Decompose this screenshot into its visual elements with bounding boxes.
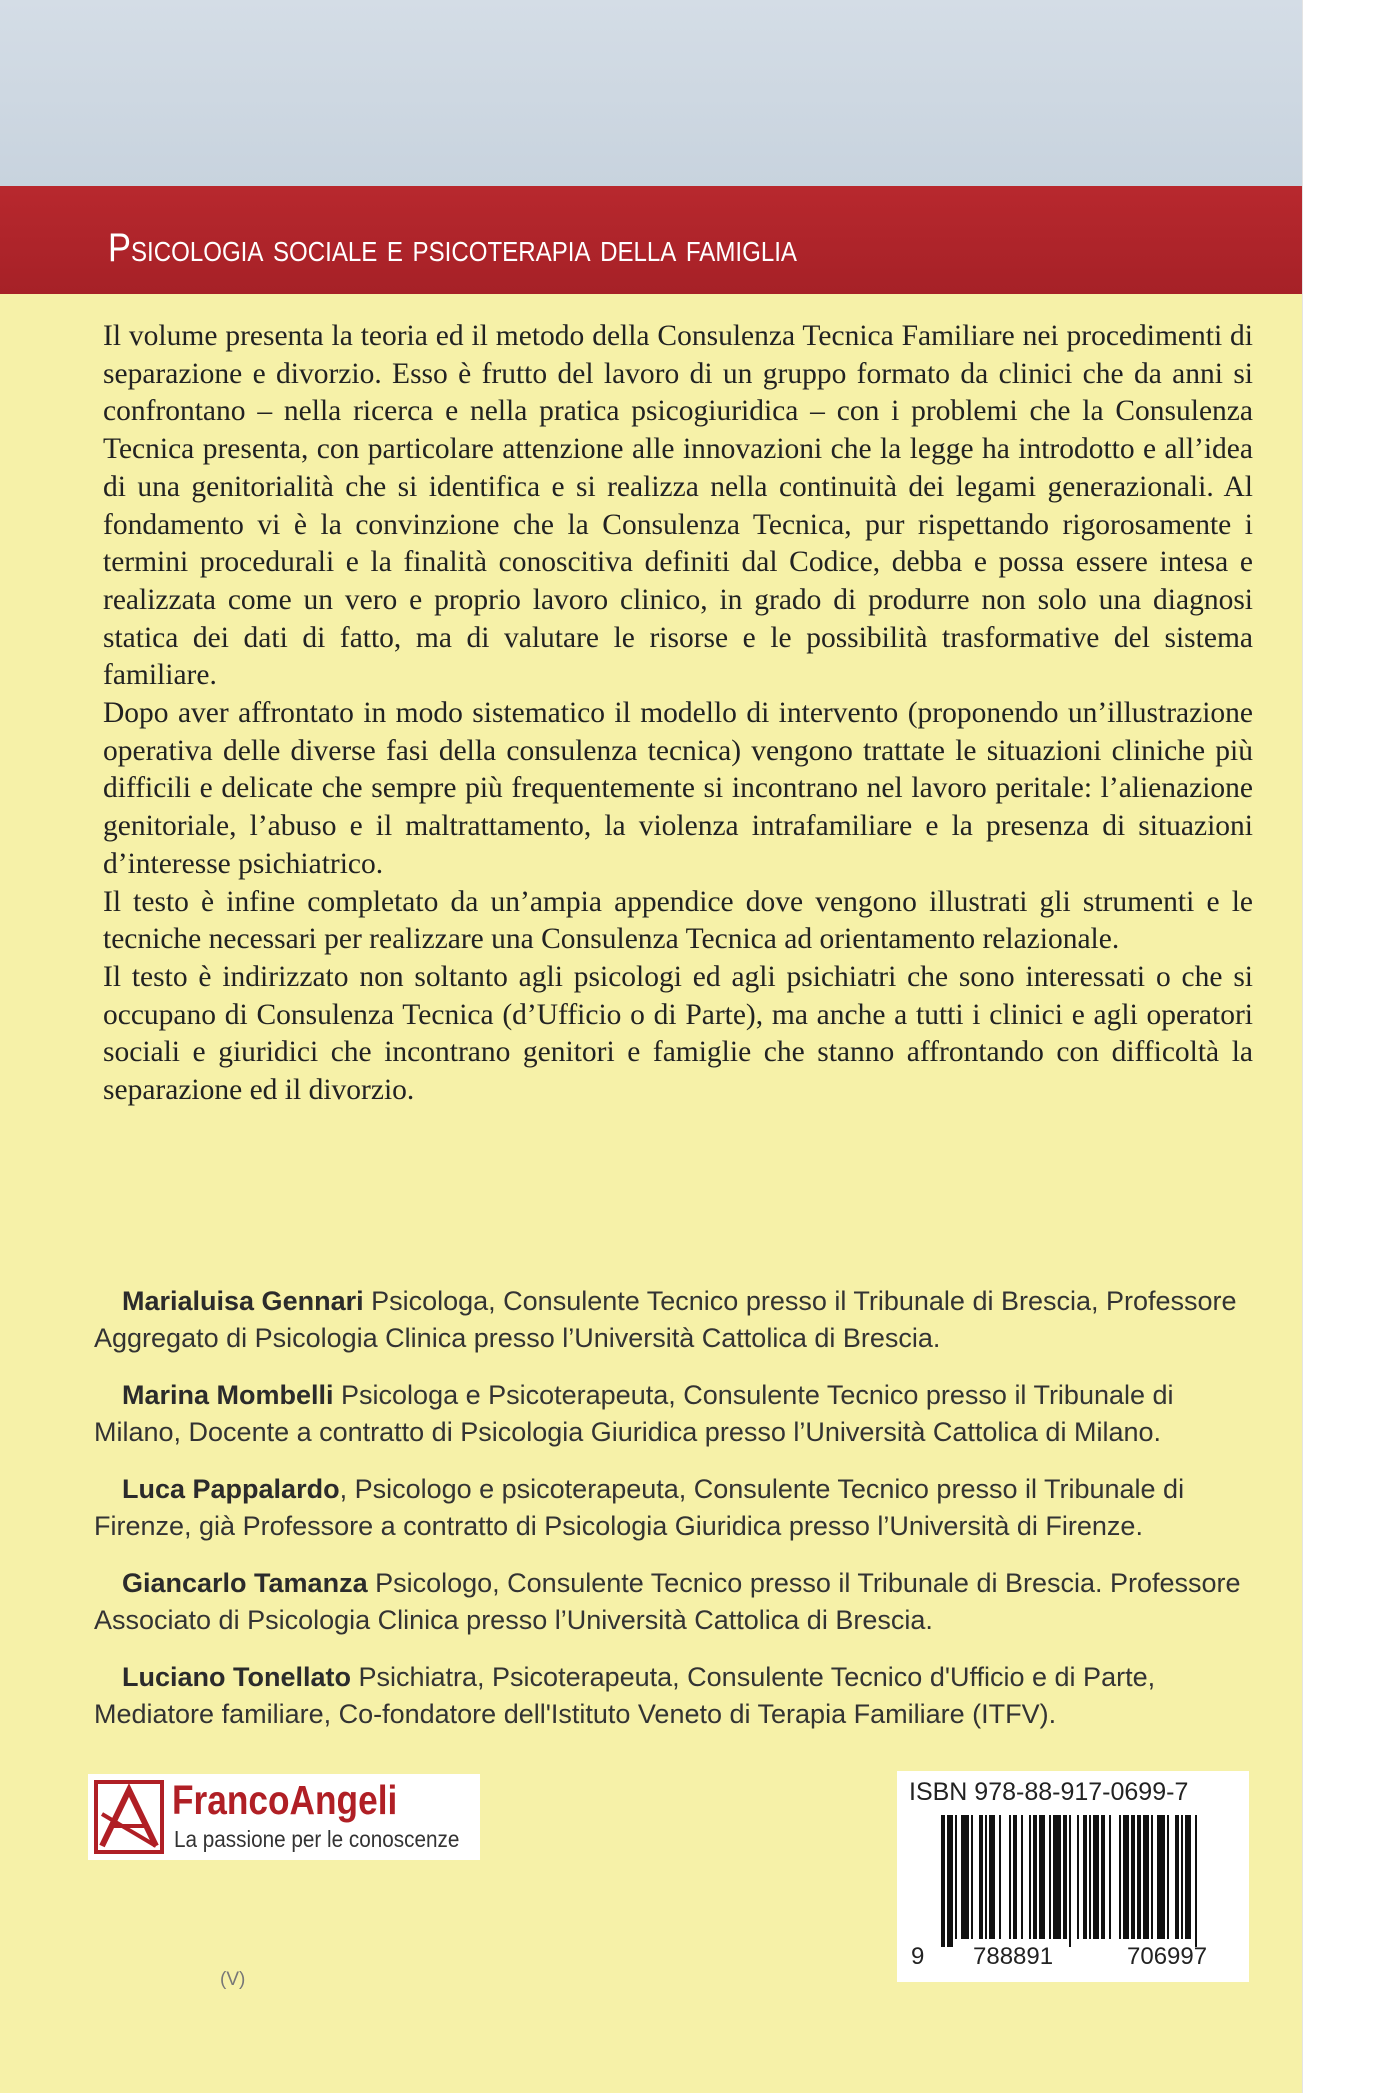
barcode-bar xyxy=(1083,1815,1087,1939)
barcode-bar xyxy=(961,1815,969,1939)
barcode-bar xyxy=(1049,1815,1051,1939)
description-paragraph: Il testo è infine completato da un’ampia appendice dove vengono illustrati gli strumenti e le tecniche necessari per realizzare una Consulenza Tecnica ad orientamento relazionale. xyxy=(103,885,1253,956)
author-name: Giancarlo Tamanza xyxy=(122,1568,368,1598)
barcode-right-digits: 706997 xyxy=(1127,1943,1208,1970)
barcode-bar xyxy=(999,1815,1001,1939)
barcode-bar xyxy=(1175,1815,1179,1939)
barcode-bar xyxy=(1119,1815,1121,1939)
author-list xyxy=(94,1283,1254,1753)
barcode-bars xyxy=(897,1811,1249,1951)
isbn-barcode xyxy=(897,1771,1249,1982)
barcode-bar xyxy=(955,1815,957,1939)
barcode-bar xyxy=(979,1815,983,1939)
barcode-bar xyxy=(1089,1815,1091,1939)
barcode-bar xyxy=(1131,1815,1135,1939)
barcode-bar xyxy=(1029,1815,1031,1939)
barcode-bar xyxy=(1093,1815,1099,1939)
barcode-bar xyxy=(1109,1815,1111,1939)
author-entry xyxy=(94,1471,1254,1545)
barcode-bar xyxy=(1195,1815,1197,1947)
author-name: Marina Mombelli xyxy=(122,1380,334,1410)
barcode-bar xyxy=(1069,1815,1071,1947)
author-bio: , Psicologo e psicoterapeuta, Consulente Tecnico presso il Tribunale di Firenze, già Professore a contratto di Psicologia Giuridica presso l’Università di Firenze. xyxy=(94,1474,1185,1541)
series-title: Psicologia sociale e psicoterapia della famiglia xyxy=(108,226,797,270)
description-paragraph: Dopo aver affrontato in modo sistematico il modello di intervento (proponendo un’illustrazione operativa delle diverse fasi della consulenza tecnica) vengono trattate le situazioni cliniche più difficili e delicate che sempre più frequentemente si incontrano nel lavoro peritale: l’alienazione genitoriale, l’abuso e il maltrattamento, la violenza intrafamiliare e la presenza di situazioni d’interesse psichiatrico. xyxy=(103,697,1253,880)
barcode-bar xyxy=(1077,1815,1079,1939)
publisher-name: FrancoAngeli xyxy=(172,1777,398,1823)
barcode-bar xyxy=(1185,1815,1191,1939)
author-bio: Psicologo, Consulente Tecnico presso il Tribunale di Brescia. Professore Associato di Psicologia Clinica presso l’Università Cattolica di Brescia. xyxy=(94,1568,1241,1635)
barcode-bar xyxy=(1039,1815,1045,1939)
barcode-bar xyxy=(1063,1815,1067,1939)
barcode-bar xyxy=(1021,1815,1023,1939)
author-entry xyxy=(94,1565,1254,1639)
barcode-bar xyxy=(1157,1815,1165,1939)
author-bio: Psicologa, Consulente Tecnico presso il Tribunale di Brescia, Professore Aggregato di Psicologia Clinica presso l’Università Cattolica di Brescia. xyxy=(94,1286,1237,1353)
author-entry xyxy=(94,1283,1254,1357)
barcode-bar xyxy=(1151,1815,1153,1939)
barcode-bar xyxy=(941,1815,945,1947)
barcode-bar xyxy=(1137,1815,1141,1939)
author-name: Luca Pappalardo xyxy=(122,1474,340,1504)
author-entry xyxy=(94,1377,1254,1451)
publisher-logo xyxy=(88,1774,480,1860)
barcode-bar xyxy=(1013,1815,1017,1939)
barcode-bar xyxy=(1101,1815,1105,1939)
author-name: Luciano Tonellato xyxy=(122,1662,351,1692)
top-band xyxy=(0,0,1302,186)
isbn-label: ISBN 978-88-917-0699-7 xyxy=(909,1778,1189,1806)
barcode-bar xyxy=(947,1815,953,1947)
author-bio: Psichiatra, Psicoterapeuta, Consulente Tecnico d'Ufficio e di Parte, Mediatore familiare, Co-fondatore dell'Istituto Veneto di Terapia Familiare (ITFV). xyxy=(94,1662,1156,1729)
barcode-bar xyxy=(1143,1815,1149,1939)
publisher-tagline: La passione per le conoscenze xyxy=(174,1826,460,1852)
edition-code: (V) xyxy=(220,1969,246,1990)
barcode-bar xyxy=(989,1815,995,1939)
author-bio: Psicologa e Psicoterapeuta, Consulente Tecnico presso il Tribunale di Milano, Docente a contratto di Psicologia Giuridica presso l’Università Cattolica di Milano. xyxy=(94,1380,1174,1447)
barcode-bar xyxy=(1181,1815,1183,1939)
author-entry xyxy=(94,1659,1254,1733)
barcode-left-digits: 788891 xyxy=(973,1943,1054,1970)
barcode-bar xyxy=(1167,1815,1169,1939)
barcode-bar xyxy=(1123,1815,1129,1939)
barcode-bar xyxy=(1033,1815,1037,1939)
author-name: Marialuisa Gennari xyxy=(122,1286,364,1316)
book-description xyxy=(103,318,1253,1110)
barcode-bar xyxy=(971,1815,973,1939)
description-paragraph: Il testo è indirizzato non soltanto agli psicologi ed agli psichiatri che sono interessati o che si occupano di Consulenza Tecnica (d’Ufficio o di Parte), ma anche a tutti i clinici e agli operatori sociali e giuridici che incontrano genitori e famiglie che stanno affrontando con difficoltà la separazione ed il divorzio. xyxy=(103,960,1253,1107)
francoangeli-logo-icon xyxy=(94,1780,164,1854)
barcode-bar xyxy=(985,1815,987,1939)
description-paragraph: Il volume presenta la teoria ed il metodo della Consulenza Tecnica Familiare nei procedimenti di separazione e divorzio. Esso è frutto del lavoro di un gruppo formato da clinici che da anni si confrontano – nella ricerca e nella pratica psicogiuridica – con i problemi che la Consulenza Tecnica presenta, con particolare attenzione alle innovazioni che la legge ha introdotto e all’idea di una genitorialità che si identifica e si realizza nella continuità dei legami generazionali. Al fondamento vi è la convinzione che la Consulenza Tecnica, pur rispettando rigorosamente i termini procedurali e la finalità conoscitiva definiti dal Codice, debba e possa essere intesa e realizzata come un vero e proprio lavoro clinico, in grado di produrre non solo una diagnosi statica dei dati di fatto, ma di valutare le risorse e le possibilità trasformative del sistema familiare. xyxy=(103,320,1253,692)
barcode-bar xyxy=(1009,1815,1011,1939)
barcode-first-digit: 9 xyxy=(911,1943,925,1970)
barcode-bar xyxy=(1053,1815,1061,1939)
page-edge-strip xyxy=(1302,0,1390,2093)
